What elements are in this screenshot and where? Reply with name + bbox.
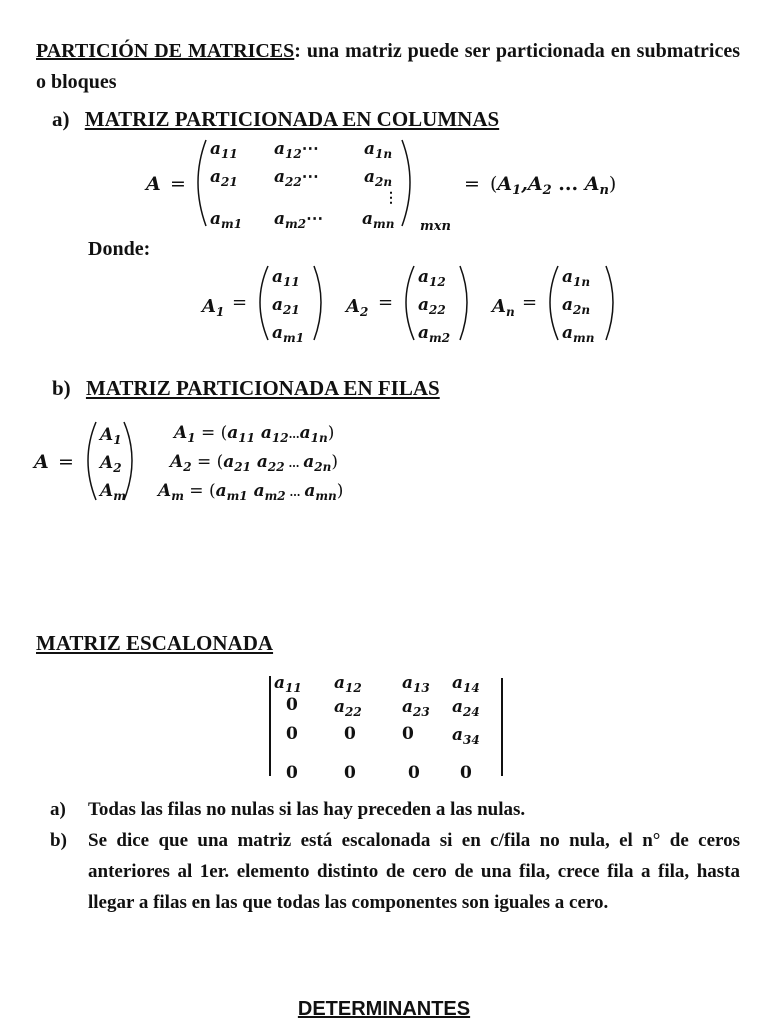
svg-text:0: 0 <box>402 724 414 744</box>
row-am: $A_m$ <box>100 481 126 503</box>
svg-text:=: = <box>378 292 394 313</box>
svg-text:0: 0 <box>344 724 356 744</box>
section-b-heading <box>52 376 440 401</box>
row-def-1: $A_1 = (a_{11}$ $a_{12}^\dots a_{1n}$) <box>174 423 335 445</box>
cell-amn: $a_{mn}$ <box>362 209 395 231</box>
column-vectors <box>196 262 636 346</box>
svg-text:a22: $a_{22}$ <box>334 697 362 719</box>
svg-text:a11: $a_{11}$ <box>274 673 302 695</box>
v1-am1: $a_{m1}$ <box>272 323 305 345</box>
section-a-title: MATRIZ PARTICIONADA EN COLUMNAS <box>84 107 500 131</box>
vdots: ⋮ <box>384 190 398 206</box>
row-a1: $A_1$ <box>100 425 122 447</box>
v2-am2: $a_{m2}$ <box>418 323 451 345</box>
svg-text:a13: $a_{13}$ <box>402 673 430 695</box>
vn-a1n: $a_{1n}$ <box>562 267 591 289</box>
intro-paragraph <box>36 36 740 98</box>
cell-a1n: $a_{1n}$ <box>364 139 393 161</box>
v1-a21: $a_{21}$ <box>272 295 300 317</box>
row-def-2: $A_2 = (a_{21}$ $a_{22}$ … $a_{2n}$) <box>170 452 339 474</box>
column-partition-equation <box>140 132 640 240</box>
left-paren <box>198 140 206 226</box>
equals-sign-2: = <box>464 173 480 195</box>
determinantes-title: DETERMINANTES <box>297 998 471 1020</box>
v1-a11: $a_{11}$ <box>272 267 300 289</box>
list-item-text: Todas las filas no nulas si las hay preceden a las nulas. <box>88 799 526 820</box>
section-a-label: a) <box>52 107 70 131</box>
svg-text:0: 0 <box>286 695 298 715</box>
an-label: $A_n$ <box>492 296 515 319</box>
list-item <box>50 825 740 918</box>
svg-text:=: = <box>58 451 74 473</box>
columns-tuple: ($A_1,A_2$ ... $A_n$) <box>490 173 617 198</box>
a1-label: $A_1$ <box>202 296 225 319</box>
svg-text:a12: $a_{12}$ <box>334 673 362 695</box>
right-paren <box>402 140 410 226</box>
cell-a11: $a_{11}$ <box>210 139 238 161</box>
escalonada-title: MATRIZ ESCALONADA <box>36 631 274 655</box>
list-item <box>50 794 740 825</box>
intro-text: : una matriz puede ser particionada en submatrices o bloques <box>36 40 740 93</box>
equals-sign: = <box>170 173 186 195</box>
section-b-title: MATRIZ PARTICIONADA EN FILAS <box>85 376 440 400</box>
intro-title: PARTICIÓN DE MATRICES <box>36 40 295 62</box>
svg-text:0: 0 <box>286 724 298 744</box>
list-item-text: Se dice que una matriz está escalonada si en c/fila no nula, el n° de ceros anteriores al 1er. elemento distinto de cero de una fila, crece fila a fila, hasta llegar a filas en las que todas las componentes son iguales a cero. <box>88 830 740 913</box>
list-item-label: b) <box>50 830 67 851</box>
list-item-label: a) <box>50 799 66 820</box>
matrix-a-label: A <box>146 173 161 195</box>
row-a2: $A_2$ <box>100 453 122 475</box>
donde-label: Donde: <box>88 238 151 260</box>
svg-text:0: 0 <box>286 763 298 782</box>
section-b-label: b) <box>52 376 71 400</box>
svg-text:A: A <box>34 451 49 473</box>
svg-text:a14: $a_{14}$ <box>452 673 480 695</box>
v2-a12: $a_{12}$ <box>418 267 446 289</box>
cell-am1: $a_{m1}$ <box>210 209 243 231</box>
svg-text:=: = <box>522 292 538 313</box>
cell-a2n: $a_{2n}$ <box>364 167 393 189</box>
cell-a12: $a_{12}\cdots$ <box>274 139 319 161</box>
svg-text:0: 0 <box>460 763 472 782</box>
cell-a22: $a_{22}\cdots$ <box>274 167 319 189</box>
svg-text:0: 0 <box>344 763 356 782</box>
row-partition-equation <box>30 416 430 508</box>
cell-am2: $a_{m2}\cdots$ <box>274 209 324 231</box>
cell-a21: $a_{21}$ <box>210 167 238 189</box>
svg-text:a23: $a_{23}$ <box>402 697 430 719</box>
row-def-m: $A_m = (a_{m1}$ $a_{m2}$ … $a_{mn}$) <box>158 481 344 503</box>
vn-amn: $a_{mn}$ <box>562 323 595 345</box>
escalonada-list <box>50 794 740 918</box>
vn-a2n: $a_{2n}$ <box>562 295 591 317</box>
echelon-matrix <box>262 668 512 782</box>
svg-text:0: 0 <box>408 763 420 782</box>
section-a-heading <box>52 107 499 132</box>
v2-a22: $a_{22}$ <box>418 295 446 317</box>
a2-label: $A_2$ <box>346 296 369 319</box>
svg-text:a24: $a_{24}$ <box>452 697 480 719</box>
svg-text:a34: $a_{34}$ <box>452 725 480 747</box>
svg-text:=: = <box>232 292 248 313</box>
mxn-label: mxn <box>420 219 451 234</box>
